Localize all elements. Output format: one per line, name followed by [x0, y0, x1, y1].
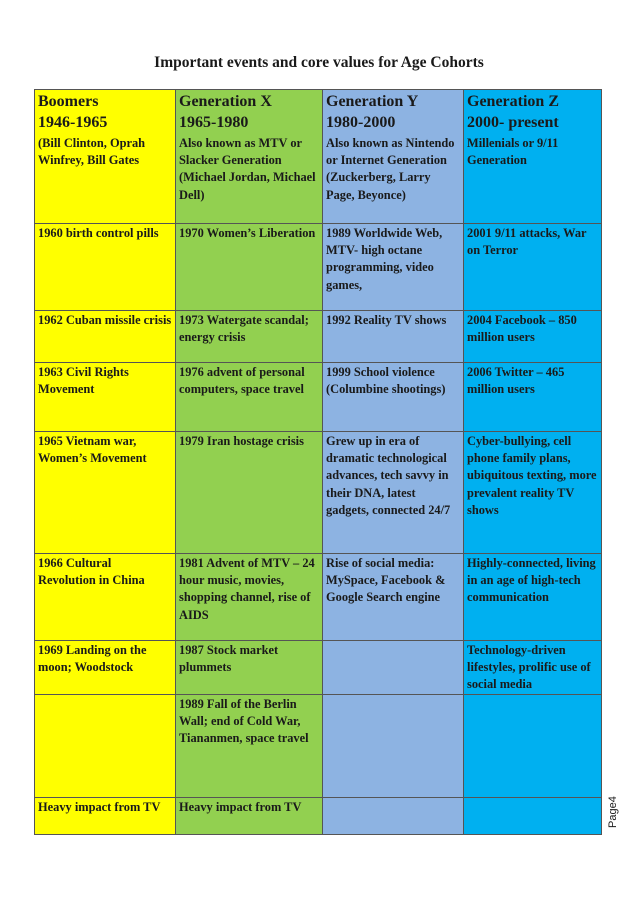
table-cell: 1989 Fall of the Berlin Wall; end of Cold War, Tiananmen, space travel — [176, 694, 323, 797]
table-cell: 1965 Vietnam war, Women’s Movement — [35, 432, 176, 554]
generation-years: 1965-1980 — [179, 114, 249, 131]
table-cell — [464, 797, 602, 834]
table-cell: 1987 Stock market plummets — [176, 641, 323, 695]
header-cell-generation-z — [464, 90, 602, 224]
generation-name: Generation Y — [326, 93, 419, 110]
table-cell: 2001 9/11 attacks, War on Terror — [464, 224, 602, 311]
table-cell: 1973 Watergate scandal; energy crisis — [176, 311, 323, 363]
table-cell: 1966 Cultural Revolution in China — [35, 554, 176, 641]
generation-years: 2000- present — [467, 114, 559, 131]
age-cohorts-table — [34, 89, 602, 835]
page-title: Important events and core values for Age Cohorts — [154, 54, 484, 71]
table-cell: 1963 Civil Rights Movement — [35, 363, 176, 432]
table-cell: 1981 Advent of MTV – 24 hour music, movies, shopping channel, rise of AIDS — [176, 554, 323, 641]
table-cell: 1976 advent of personal computers, space travel — [176, 363, 323, 432]
header-cell-generation-x — [176, 90, 323, 224]
generation-name: Boomers — [38, 93, 99, 110]
table-cell: 2006 Twitter – 465 million users — [464, 363, 602, 432]
table-cell: Cyber-bullying, cell phone family plans, ubiquitous texting, more prevalent reality TV shows — [464, 432, 602, 554]
table-cell: 1960 birth control pills — [35, 224, 176, 311]
table-cell — [323, 694, 464, 797]
table-cell — [35, 694, 176, 797]
table-cell: 1970 Women’s Liberation — [176, 224, 323, 311]
table-cell — [323, 641, 464, 695]
table-cell: 1999 School violence (Columbine shootings) — [323, 363, 464, 432]
table-cell: 1979 Iran hostage crisis — [176, 432, 323, 554]
table-cell: Heavy impact from TV — [176, 797, 323, 834]
table-cell: Technology-driven lifestyles, prolific use of social media — [464, 641, 602, 695]
header-row — [35, 90, 602, 224]
table-cell — [323, 797, 464, 834]
table-row — [35, 432, 602, 554]
generation-description: Also known as Nintendo or Internet Generation (Zuckerberg, Larry Page, Beyonce) — [326, 136, 455, 202]
table-row — [35, 641, 602, 695]
table-row — [35, 363, 602, 432]
generation-description: Also known as MTV or Slacker Generation (Michael Jordan, Michael Dell) — [179, 136, 316, 202]
generation-description: (Bill Clinton, Oprah Winfrey, Bill Gates — [38, 136, 146, 168]
table-row — [35, 694, 602, 797]
table-cell: Grew up in era of dramatic technological advances, tech savvy in their DNA, latest gadgets, connected 24/7 — [323, 432, 464, 554]
table-cell: 1989 Worldwide Web, MTV- high octane programming, video games, — [323, 224, 464, 311]
generation-description: Millenials or 9/11 Generation — [467, 136, 559, 168]
table-cell: 2004 Facebook – 850 million users — [464, 311, 602, 363]
generation-years: 1946-1965 — [38, 114, 108, 131]
table-row — [35, 311, 602, 363]
table-cell: 1969 Landing on the moon; Woodstock — [35, 641, 176, 695]
table-cell — [464, 694, 602, 797]
table-cell: 1992 Reality TV shows — [323, 311, 464, 363]
table-cell: 1962 Cuban missile crisis — [35, 311, 176, 363]
table-row — [35, 554, 602, 641]
generation-years: 1980-2000 — [326, 114, 396, 131]
header-cell-generation-y — [323, 90, 464, 224]
generation-name: Generation X — [179, 93, 272, 110]
page-number-label: Page4 — [607, 796, 619, 828]
table-row — [35, 224, 602, 311]
table-row — [35, 797, 602, 834]
table-cell: Rise of social media: MySpace, Facebook & Google Search engine — [323, 554, 464, 641]
table-cell: Heavy impact from TV — [35, 797, 176, 834]
generation-name: Generation Z — [467, 93, 559, 110]
header-cell-boomers — [35, 90, 176, 224]
table-cell: Highly-connected, living in an age of high-tech communication — [464, 554, 602, 641]
